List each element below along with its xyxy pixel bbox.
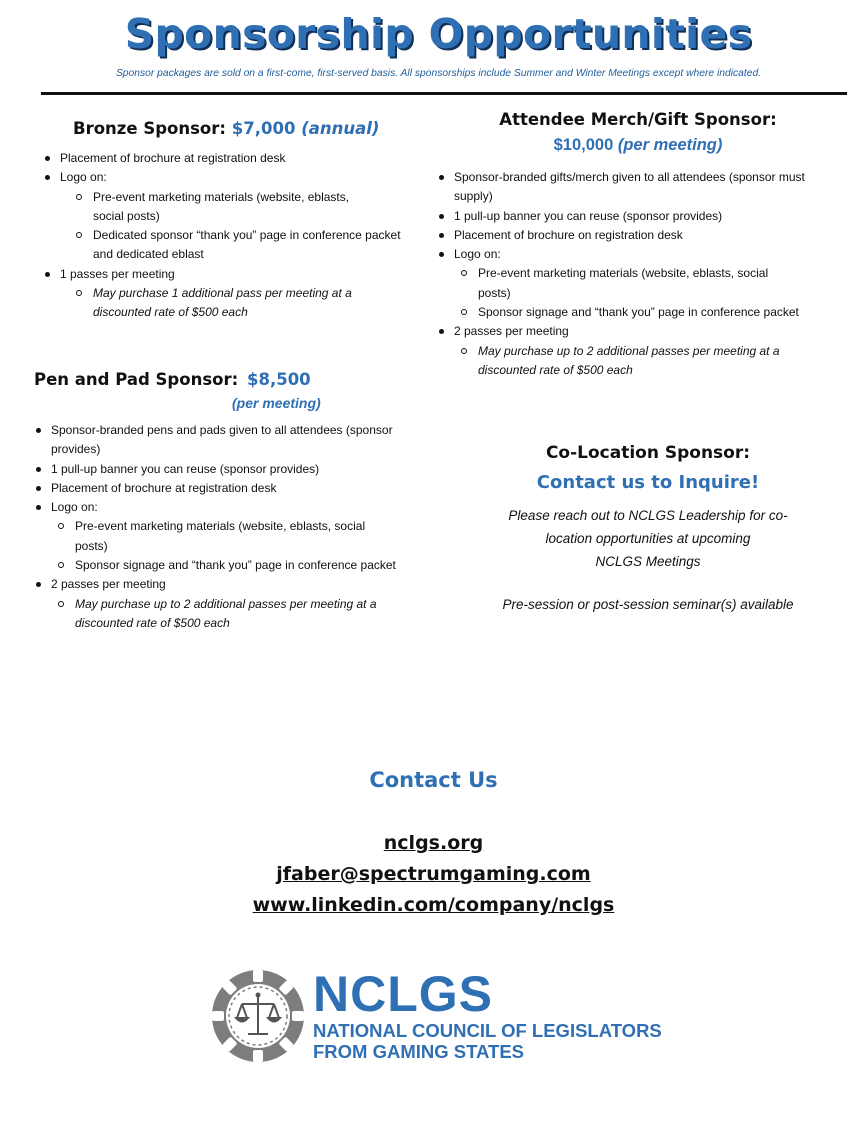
list-item: Sponsor-branded pens and pads given to all attendees (sponsor provides) (34, 421, 396, 460)
merch-sponsor-section (437, 110, 837, 380)
contact-title: Contact Us (369, 768, 498, 792)
bronze-label: Bronze Sponsor: (73, 119, 227, 138)
list-item: May purchase up to 2 additional passes per meeting at a discounted rate of $500 each (454, 342, 838, 381)
list-item: Sponsor signage and “thank you” page in conference packet (51, 556, 410, 575)
bronze-term: (annual) (301, 119, 380, 138)
pen-pad-benefits-list (34, 421, 424, 633)
bronze-benefits-list (34, 149, 414, 323)
list-item: Logo on: Pre-event marketing materials (website, eblasts, social posts) Sponsor signage and “thank you” page in conference packet (34, 498, 424, 575)
pen-pad-passes-sublist (51, 595, 424, 634)
list-item: Sponsor-branded gifts/merch given to all attendees (sponsor must supply) (437, 168, 839, 207)
list-item: 1 passes per meeting May purchase 1 additional pass per meeting at a discounted rate of $500 each (43, 265, 414, 323)
list-item: Pre-event marketing materials (website, eblasts, social posts) (69, 188, 383, 227)
logo-line1: NATIONAL COUNCIL OF LEGISLATORS (313, 1020, 662, 1041)
list-item: 2 passes per meeting May purchase up to 2 additional passes per meeting at a discounted rate of $500 each (34, 575, 424, 633)
nclgs-logo (210, 968, 670, 1068)
list-item: Sponsor signage and “thank you” page in conference packet (454, 303, 818, 322)
merch-price-line (437, 136, 837, 155)
list-item: May purchase 1 additional pass per meeting at a discounted rate of $500 each (69, 284, 393, 323)
contact-links (0, 828, 867, 921)
merch-passes-sublist (454, 342, 837, 381)
page-subtitle: Sponsor packages are sold on a first-come, first-served basis. All sponsorships include Summer and Winter Meetings except where indicated. (115, 68, 762, 79)
logo-line2: FROM GAMING STATES (313, 1041, 525, 1062)
list-item: Pre-event marketing materials (website, eblasts, social posts) (51, 517, 375, 556)
merch-logo-sublist (454, 264, 837, 322)
scales-of-justice-chip-icon (210, 968, 306, 1064)
list-item: 1 pull-up banner you can reuse (sponsor provides) (437, 207, 837, 226)
logo-abbr: NCLGS (313, 966, 493, 1022)
pen-pad-logo-sublist (51, 517, 424, 575)
pen-pad-heading (34, 370, 424, 389)
colocation-cta: Contact us to Inquire! (536, 472, 760, 493)
list-item: May purchase up to 2 additional passes per meeting at a discounted rate of $500 each (51, 595, 425, 634)
list-item: Logo on: Pre-event marketing materials (website, eblasts, social posts) Dedicated sponsor “thank you” page in conference packet and dedicated eblast (43, 168, 414, 264)
list-item: Pre-event marketing materials (website, eblasts, social posts) (454, 264, 783, 303)
list-item: Placement of brochure at registration desk (43, 149, 414, 168)
header-divider (41, 92, 847, 95)
bronze-price: $7,000 (231, 119, 296, 138)
list-item: Placement of brochure on registration desk (437, 226, 837, 245)
colocation-label: Co-Location Sponsor: (545, 443, 751, 463)
list-item: Dedicated sponsor “thank you” page in conference packet and dedicated eblast (69, 226, 403, 265)
colocation-text: Please reach out to NCLGS Leadership for co- location opportunities at upcoming NCLGS Meetings (508, 508, 788, 569)
merch-benefits-list (437, 168, 837, 380)
pen-pad-price: $8,500 (246, 370, 311, 389)
merch-term: (per meeting) (617, 136, 723, 154)
page-title: Sponsorship Opportunities (124, 10, 753, 58)
bronze-passes-sublist (60, 284, 414, 323)
website-link[interactable]: nclgs.org (383, 832, 484, 854)
colocation-seminar: Pre-session or post-session seminar(s) available (502, 597, 794, 612)
bronze-heading (34, 119, 414, 138)
linkedin-link[interactable]: www.linkedin.com/company/nclgs (252, 894, 615, 916)
list-item: 2 passes per meeting May purchase up to 2 additional passes per meeting at a discounted rate of $500 each (437, 322, 837, 380)
merch-price: $10,000 (553, 136, 614, 154)
email-link[interactable]: jfaber@spectrumgaming.com (276, 863, 591, 885)
pen-pad-label: Pen and Pad Sponsor: (34, 370, 239, 389)
list-item: Logo on: Pre-event marketing materials (website, eblasts, social posts) Sponsor signage and “thank you” page in conference packet (437, 245, 837, 322)
bronze-logo-sublist (60, 188, 414, 265)
pen-pad-sponsor-section (34, 370, 424, 633)
bronze-sponsor-section (34, 119, 414, 323)
list-item: Placement of brochure at registration desk (34, 479, 424, 498)
merch-label: Attendee Merch/Gift Sponsor: (499, 110, 777, 129)
list-item: 1 pull-up banner you can reuse (sponsor provides) (34, 460, 424, 479)
pen-pad-term: (per meeting) (232, 395, 321, 411)
colocation-sponsor-section (448, 443, 848, 612)
